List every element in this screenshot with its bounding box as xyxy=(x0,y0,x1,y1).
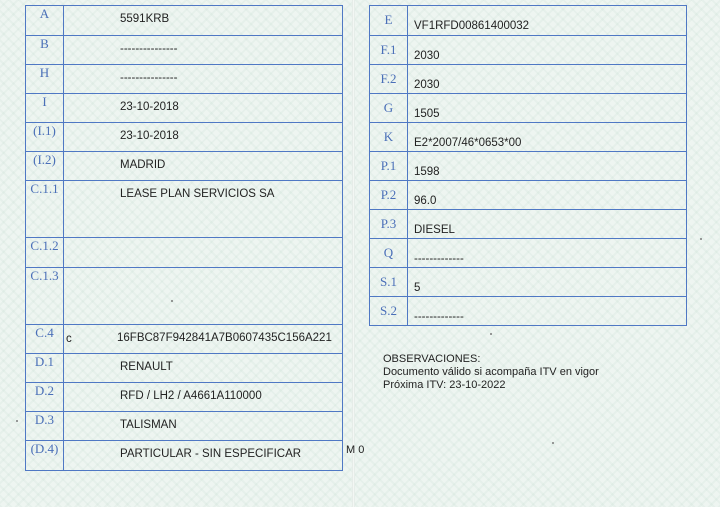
field-label: C.1.3 xyxy=(26,268,64,325)
field-value-first-registration: 23-10-2018 xyxy=(120,101,179,113)
field-label: D.2 xyxy=(26,383,64,412)
field-row-f2 xyxy=(370,65,687,94)
field-value: 23-10-2018 xyxy=(120,130,179,142)
field-value xyxy=(64,268,342,275)
field-row-d1 xyxy=(26,354,343,383)
field-value: 1598 xyxy=(414,166,440,178)
field-value-vin: VF1RFD00861400032 xyxy=(414,20,530,32)
field-value-c4: 16FBC87F942841A7B0607435C156A221 xyxy=(117,332,332,344)
left-field-table xyxy=(25,5,343,471)
field-label: D.3 xyxy=(26,412,64,441)
field-row-b xyxy=(26,36,343,65)
speck xyxy=(490,333,492,335)
field-value: 96.0 xyxy=(414,195,437,207)
field-row-p3 xyxy=(370,210,687,239)
field-value: MADRID xyxy=(120,159,166,171)
field-value: 1505 xyxy=(414,108,440,120)
field-label: Q xyxy=(370,239,408,268)
field-row-c11 xyxy=(26,181,343,238)
field-row-d2 xyxy=(26,383,343,412)
field-label: S.2 xyxy=(370,297,408,326)
field-row-e xyxy=(370,6,687,36)
field-value: ------------- xyxy=(414,311,464,323)
field-row-i2 xyxy=(26,152,343,181)
mo-mark: M 0 xyxy=(346,444,365,456)
field-row-i xyxy=(26,94,343,123)
field-label: (D.4) xyxy=(26,441,64,471)
field-value: 2030 xyxy=(414,79,440,91)
speck xyxy=(16,420,18,422)
field-value: --------------- xyxy=(120,43,178,55)
field-label: C.1.2 xyxy=(26,238,64,268)
field-value: 5 xyxy=(414,282,421,294)
field-value: 2030 xyxy=(414,50,440,62)
speck xyxy=(552,442,554,444)
field-label: (I.1) xyxy=(26,123,64,152)
speck xyxy=(700,238,702,240)
observaciones-title: OBSERVACIONES: xyxy=(383,353,481,365)
field-value-homologation: E2*2007/46*0653*00 xyxy=(414,137,522,149)
observaciones-line: Documento válido si acompaña ITV en vigor xyxy=(383,366,599,378)
field-label: I xyxy=(26,94,64,123)
field-value: --------------- xyxy=(120,72,178,84)
field-row-p1 xyxy=(370,152,687,181)
page-fold xyxy=(352,0,355,507)
field-row-p2 xyxy=(370,181,687,210)
field-row-q xyxy=(370,239,687,268)
field-label: P.1 xyxy=(370,152,408,181)
field-row-g xyxy=(370,94,687,123)
field-label: E xyxy=(370,6,408,36)
field-value-use: PARTICULAR - SIN ESPECIFICAR xyxy=(120,448,302,460)
field-row-k xyxy=(370,123,687,152)
field-row-s1 xyxy=(370,268,687,297)
field-row-i1 xyxy=(26,123,343,152)
field-label: H xyxy=(26,65,64,94)
field-row-a xyxy=(26,6,343,36)
field-value-fuel: DIESEL xyxy=(414,224,455,236)
field-value-registration: 5591KRB xyxy=(120,13,170,25)
field-label: C.4 xyxy=(26,325,64,354)
field-label: B xyxy=(26,36,64,65)
field-row-d4 xyxy=(26,441,343,471)
field-label: F.2 xyxy=(370,65,408,94)
observaciones-block xyxy=(383,353,599,392)
field-row-h xyxy=(26,65,343,94)
field-value: ------------- xyxy=(414,253,464,265)
field-label: G xyxy=(370,94,408,123)
field-row-c4 xyxy=(26,325,343,354)
field-label: F.1 xyxy=(370,36,408,65)
field-value-make: RENAULT xyxy=(120,361,173,373)
observaciones-line: Próxima ITV: 23-10-2022 xyxy=(383,379,506,391)
field-label: A xyxy=(26,6,64,36)
field-label: S.1 xyxy=(370,268,408,297)
speck xyxy=(171,300,173,302)
field-row-c12 xyxy=(26,238,343,268)
field-label: C.1.1 xyxy=(26,181,64,238)
field-label: D.1 xyxy=(26,354,64,383)
field-label: (I.2) xyxy=(26,152,64,181)
field-label: P.3 xyxy=(370,210,408,239)
field-value xyxy=(64,238,342,245)
field-row-d3 xyxy=(26,412,343,441)
c4-prefix: c xyxy=(66,333,72,345)
field-value-model: TALISMAN xyxy=(120,419,177,431)
field-label: P.2 xyxy=(370,181,408,210)
field-value-type: RFD / LH2 / A4661A110000 xyxy=(120,390,262,402)
field-row-s2 xyxy=(370,297,687,326)
field-value-holder: LEASE PLAN SERVICIOS SA xyxy=(120,188,275,200)
right-field-table xyxy=(369,5,687,326)
field-label: K xyxy=(370,123,408,152)
field-row-f1 xyxy=(370,36,687,65)
field-row-c13 xyxy=(26,268,343,325)
